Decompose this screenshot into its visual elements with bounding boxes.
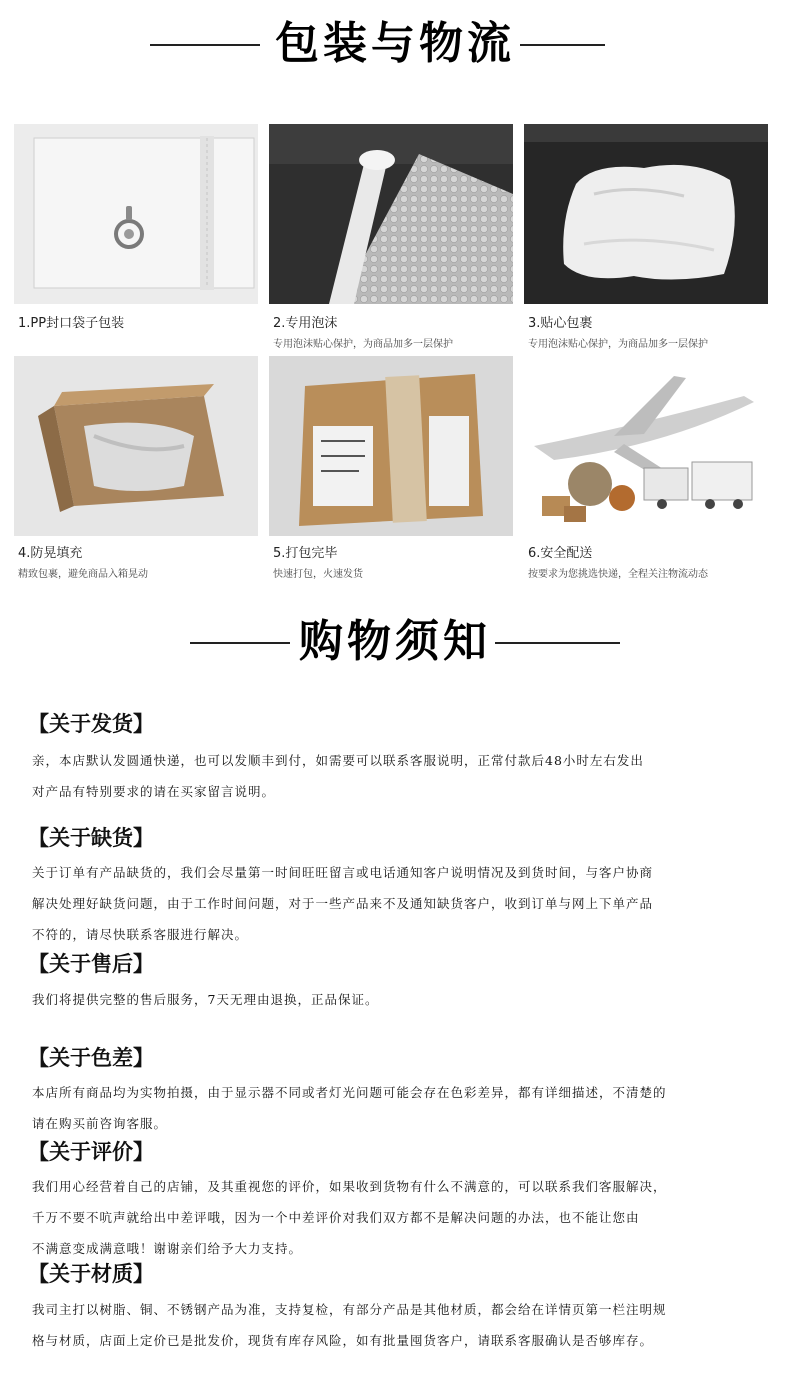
notice-body-review — [32, 1171, 772, 1264]
photo-pp-bag — [14, 124, 258, 304]
notice-line: 不符的，请尽快联系客服进行解决。 — [32, 927, 249, 942]
notice-line: 本店所有商品均为实物拍摄，由于显示器不同或者灯光问题可能会存在色彩差异，都有详细描述，不清楚的 — [32, 1085, 667, 1100]
packaging-title: 包装与物流 — [275, 18, 515, 69]
caption-title: 5.打包完毕 — [273, 546, 338, 561]
notice-title-aftersales: 【关于售后】 — [28, 952, 154, 976]
photo-foam-roll — [269, 124, 513, 304]
notice-line: 我们将提供完整的售后服务，7天无理由退换，正品保证。 — [32, 992, 379, 1007]
notice-line: 格与材质，店面上定价已是批发价，现货有库存风险，如有批量囤货客户，请联系客服确认是否够库存。 — [32, 1333, 654, 1348]
notice-title-stockout: 【关于缺货】 — [28, 826, 154, 850]
caption-sub: 按要求为您挑选快递，全程关注物流动态 — [528, 569, 708, 580]
notice-title-review: 【关于评价】 — [28, 1140, 154, 1164]
notice-line: 解决处理好缺货问题，由于工作时间问题，对于一些产品来不及通知缺货客户，收到订单与网上下单产品 — [32, 896, 654, 911]
caption-5 — [273, 542, 363, 580]
notice-body-aftersales — [32, 984, 772, 1015]
photo-wrapped — [524, 124, 768, 304]
caption-title: 1.PP封口袋子包装 — [18, 316, 125, 331]
notice-body-stockout — [32, 857, 772, 950]
caption-6 — [528, 542, 708, 580]
notice-title-color: 【关于色差】 — [28, 1046, 154, 1070]
notice-line: 不满意变成满意哦！谢谢亲们给予大力支持。 — [32, 1241, 303, 1256]
caption-2 — [273, 312, 453, 350]
notice-line: 千万不要不吭声就给出中差评哦，因为一个中差评价对我们双方都不是解决问题的办法，也不能让您由 — [32, 1210, 640, 1225]
caption-4 — [18, 542, 148, 580]
caption-3 — [528, 312, 708, 350]
notice-line: 关于订单有产品缺货的，我们会尽量第一时间旺旺留言或电话通知客户说明情况及到货时间，与客户协商 — [32, 865, 654, 880]
caption-sub: 专用泡沫贴心保护，为商品加多一层保护 — [273, 339, 453, 350]
notice-title-material: 【关于材质】 — [28, 1262, 154, 1286]
caption-sub: 精致包裹，避免商品入箱晃动 — [18, 569, 148, 580]
notice-body-material — [32, 1294, 772, 1356]
notice-line: 亲，本店默认发圆通快递，也可以发顺丰到付，如需要可以联系客服说明，正常付款后48小时左右发出 — [32, 753, 644, 768]
photo-carton — [269, 356, 513, 536]
notice-line: 我司主打以树脂、铜、不锈钢产品为准，支持复检，有部分产品是其他材质，都会给在详情页第一栏注明规 — [32, 1302, 667, 1317]
caption-title: 2.专用泡沫 — [273, 316, 338, 331]
shopping-header — [0, 612, 790, 672]
caption-1 — [18, 312, 124, 331]
shopping-title: 购物须知 — [299, 616, 491, 667]
caption-sub: 专用泡沫贴心保护，为商品加多一层保护 — [528, 339, 708, 350]
photo-box-filler — [14, 356, 258, 536]
notice-line: 我们用心经营着自己的店铺，及其重视您的评价，如果收到货物有什么不满意的，可以联系我们客服解决， — [32, 1179, 667, 1194]
notice-line: 对产品有特别要求的请在买家留言说明。 — [32, 784, 276, 799]
photo-delivery — [524, 356, 768, 536]
notice-body-shipping — [32, 745, 772, 807]
caption-title: 3.贴心包裹 — [528, 316, 593, 331]
caption-sub: 快速打包，火速发货 — [273, 569, 363, 580]
packaging-header — [0, 14, 790, 74]
caption-title: 4.防晃填充 — [18, 546, 83, 561]
notice-title-shipping: 【关于发货】 — [28, 712, 154, 736]
notice-line: 请在购买前咨询客服。 — [32, 1116, 168, 1131]
caption-title: 6.安全配送 — [528, 546, 593, 561]
notice-body-color — [32, 1077, 772, 1139]
